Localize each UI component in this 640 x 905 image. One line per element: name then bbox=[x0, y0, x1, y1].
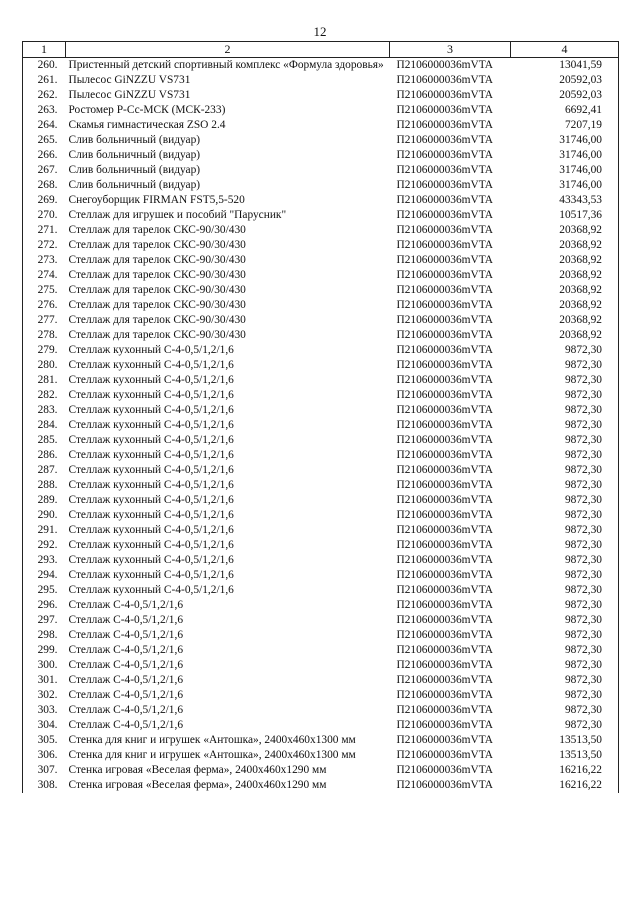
item-price: 9872,30 bbox=[511, 643, 619, 658]
item-name: Стеллаж С-4-0,5/1,2/1,6 bbox=[68, 704, 184, 716]
item-price: 9872,30 bbox=[511, 688, 619, 703]
item-code: П2106000036mVTA bbox=[396, 434, 494, 446]
row-number: 271. bbox=[23, 223, 66, 238]
item-name: Стеллаж кухонный С-4-0,5/1,2/1,6 bbox=[68, 374, 234, 386]
item-price: 31746,00 bbox=[511, 133, 619, 148]
item-name: Стеллаж кухонный С-4-0,5/1,2/1,6 bbox=[68, 434, 234, 446]
item-code: П2106000036mVTA bbox=[396, 329, 494, 341]
table-row bbox=[23, 148, 619, 163]
item-name: Стеллаж для тарелок СКС-90/30/430 bbox=[68, 269, 246, 281]
item-code: П2106000036mVTA bbox=[396, 749, 494, 761]
row-number: 295. bbox=[23, 583, 66, 598]
item-price: 31746,00 bbox=[511, 148, 619, 163]
item-name: Стенка для книг и игрушек «Антошка», 2400х460х1300 мм bbox=[68, 734, 356, 746]
item-code: П2106000036mVTA bbox=[396, 314, 494, 326]
item-name: Стеллаж для тарелок СКС-90/30/430 bbox=[68, 239, 246, 251]
item-name: Стеллаж кухонный С-4-0,5/1,2/1,6 bbox=[68, 479, 234, 491]
item-price: 9872,30 bbox=[511, 523, 619, 538]
item-name: Стеллаж для тарелок СКС-90/30/430 bbox=[68, 224, 246, 236]
item-price: 31746,00 bbox=[511, 178, 619, 193]
table-row bbox=[23, 733, 619, 748]
item-price: 9872,30 bbox=[511, 538, 619, 553]
row-number: 272. bbox=[23, 238, 66, 253]
item-price: 9872,30 bbox=[511, 703, 619, 718]
row-number: 283. bbox=[23, 403, 66, 418]
row-number: 282. bbox=[23, 388, 66, 403]
item-name: Стеллаж кухонный С-4-0,5/1,2/1,6 bbox=[68, 554, 234, 566]
row-number: 266. bbox=[23, 148, 66, 163]
item-code: П2106000036mVTA bbox=[396, 779, 494, 791]
item-name: Стеллаж кухонный С-4-0,5/1,2/1,6 bbox=[68, 464, 234, 476]
row-number: 298. bbox=[23, 628, 66, 643]
item-name: Стеллаж для тарелок СКС-90/30/430 bbox=[68, 329, 246, 341]
table-row bbox=[23, 298, 619, 313]
item-name: Стеллаж кухонный С-4-0,5/1,2/1,6 bbox=[68, 449, 234, 461]
row-number: 300. bbox=[23, 658, 66, 673]
row-number: 291. bbox=[23, 523, 66, 538]
item-name: Стеллаж для тарелок СКС-90/30/430 bbox=[68, 314, 246, 326]
item-price: 20592,03 bbox=[511, 88, 619, 103]
item-price: 7207,19 bbox=[511, 118, 619, 133]
table-row bbox=[23, 718, 619, 733]
item-code: П2106000036mVTA bbox=[396, 299, 494, 311]
item-price: 10517,36 bbox=[511, 208, 619, 223]
item-name: Стеллаж кухонный С-4-0,5/1,2/1,6 bbox=[68, 569, 234, 581]
table-row bbox=[23, 598, 619, 613]
item-price: 9872,30 bbox=[511, 718, 619, 733]
item-name: Снегоуборщик FIRMAN FST5,5-520 bbox=[68, 194, 245, 206]
item-price: 16216,22 bbox=[511, 763, 619, 778]
table-row bbox=[23, 568, 619, 583]
row-number: 261. bbox=[23, 73, 66, 88]
item-name: Стеллаж для тарелок СКС-90/30/430 bbox=[68, 254, 246, 266]
item-price: 20592,03 bbox=[511, 73, 619, 88]
item-name: Стеллаж С-4-0,5/1,2/1,6 bbox=[68, 659, 184, 671]
table-row bbox=[23, 88, 619, 103]
row-number: 265. bbox=[23, 133, 66, 148]
item-code: П2106000036mVTA bbox=[396, 494, 494, 506]
item-name: Скамья гимнастическая ZSO 2.4 bbox=[68, 119, 226, 131]
item-code: П2106000036mVTA bbox=[396, 209, 494, 221]
table-row bbox=[23, 433, 619, 448]
row-number: 293. bbox=[23, 553, 66, 568]
item-name: Стеллаж для тарелок СКС-90/30/430 bbox=[68, 299, 246, 311]
table-row bbox=[23, 403, 619, 418]
item-code: П2106000036mVTA bbox=[396, 59, 494, 71]
item-code: П2106000036mVTA bbox=[396, 539, 494, 551]
item-name: Стеллаж кухонный С-4-0,5/1,2/1,6 bbox=[68, 344, 234, 356]
table-row bbox=[23, 478, 619, 493]
row-number: 292. bbox=[23, 538, 66, 553]
row-number: 279. bbox=[23, 343, 66, 358]
table-row bbox=[23, 58, 619, 74]
row-number: 262. bbox=[23, 88, 66, 103]
row-number: 294. bbox=[23, 568, 66, 583]
table-row bbox=[23, 343, 619, 358]
item-name: Стеллаж С-4-0,5/1,2/1,6 bbox=[68, 674, 184, 686]
item-price: 20368,92 bbox=[511, 298, 619, 313]
item-price: 9872,30 bbox=[511, 508, 619, 523]
row-number: 302. bbox=[23, 688, 66, 703]
table-row bbox=[23, 778, 619, 793]
item-price: 9872,30 bbox=[511, 568, 619, 583]
item-name: Пылесос GiNZZU VS731 bbox=[68, 89, 191, 101]
row-number: 273. bbox=[23, 253, 66, 268]
item-code: П2106000036mVTA bbox=[396, 284, 494, 296]
item-code: П2106000036mVTA bbox=[396, 509, 494, 521]
item-price: 13513,50 bbox=[511, 733, 619, 748]
item-name: Пылесос GiNZZU VS731 bbox=[68, 74, 191, 86]
inventory-table bbox=[22, 41, 619, 793]
row-number: 270. bbox=[23, 208, 66, 223]
row-number: 308. bbox=[23, 778, 66, 793]
item-price: 9872,30 bbox=[511, 628, 619, 643]
item-price: 9872,30 bbox=[511, 598, 619, 613]
item-price: 16216,22 bbox=[511, 778, 619, 793]
table-row bbox=[23, 313, 619, 328]
table-row bbox=[23, 748, 619, 763]
item-price: 9872,30 bbox=[511, 658, 619, 673]
item-code: П2106000036mVTA bbox=[396, 689, 494, 701]
item-code: П2106000036mVTA bbox=[396, 599, 494, 611]
table-row bbox=[23, 448, 619, 463]
table-row bbox=[23, 688, 619, 703]
table-row bbox=[23, 133, 619, 148]
item-name: Пристенный детский спортивный комплекс «Формула здоровья» bbox=[68, 59, 384, 71]
item-name: Стеллаж для тарелок СКС-90/30/430 bbox=[68, 284, 246, 296]
item-code: П2106000036mVTA bbox=[396, 569, 494, 581]
table-row bbox=[23, 538, 619, 553]
table-row bbox=[23, 613, 619, 628]
row-number: 296. bbox=[23, 598, 66, 613]
row-number: 274. bbox=[23, 268, 66, 283]
item-code: П2106000036mVTA bbox=[396, 404, 494, 416]
item-code: П2106000036mVTA bbox=[396, 644, 494, 656]
row-number: 285. bbox=[23, 433, 66, 448]
row-number: 307. bbox=[23, 763, 66, 778]
row-number: 289. bbox=[23, 493, 66, 508]
item-code: П2106000036mVTA bbox=[396, 629, 494, 641]
row-number: 306. bbox=[23, 748, 66, 763]
item-name: Стеллаж кухонный С-4-0,5/1,2/1,6 bbox=[68, 389, 234, 401]
row-number: 297. bbox=[23, 613, 66, 628]
item-code: П2106000036mVTA bbox=[396, 104, 494, 116]
table-row bbox=[23, 73, 619, 88]
item-name: Стеллаж С-4-0,5/1,2/1,6 bbox=[68, 599, 184, 611]
item-code: П2106000036mVTA bbox=[396, 464, 494, 476]
table-row bbox=[23, 328, 619, 343]
item-price: 9872,30 bbox=[511, 673, 619, 688]
item-code: П2106000036mVTA bbox=[396, 164, 494, 176]
table-row bbox=[23, 193, 619, 208]
item-code: П2106000036mVTA bbox=[396, 764, 494, 776]
item-code: П2106000036mVTA bbox=[396, 554, 494, 566]
item-price: 20368,92 bbox=[511, 283, 619, 298]
item-price: 9872,30 bbox=[511, 343, 619, 358]
item-name: Стеллаж С-4-0,5/1,2/1,6 bbox=[68, 644, 184, 656]
item-price: 9872,30 bbox=[511, 373, 619, 388]
item-price: 9872,30 bbox=[511, 448, 619, 463]
table-row bbox=[23, 223, 619, 238]
item-price: 9872,30 bbox=[511, 493, 619, 508]
table-row bbox=[23, 493, 619, 508]
table-row bbox=[23, 358, 619, 373]
header-col-3: 3 bbox=[390, 42, 511, 58]
table-row bbox=[23, 523, 619, 538]
row-number: 263. bbox=[23, 103, 66, 118]
item-code: П2106000036mVTA bbox=[396, 584, 494, 596]
row-number: 276. bbox=[23, 298, 66, 313]
item-name: Слив больничный (видуар) bbox=[68, 164, 201, 176]
row-number: 301. bbox=[23, 673, 66, 688]
item-price: 9872,30 bbox=[511, 388, 619, 403]
table-row bbox=[23, 103, 619, 118]
header-col-2: 2 bbox=[66, 42, 390, 58]
item-code: П2106000036mVTA bbox=[396, 374, 494, 386]
item-price: 20368,92 bbox=[511, 253, 619, 268]
row-number: 278. bbox=[23, 328, 66, 343]
item-code: П2106000036mVTA bbox=[396, 704, 494, 716]
item-code: П2106000036mVTA bbox=[396, 239, 494, 251]
item-name: Стенка для книг и игрушек «Антошка», 2400х460х1300 мм bbox=[68, 749, 356, 761]
table-row bbox=[23, 268, 619, 283]
item-code: П2106000036mVTA bbox=[396, 119, 494, 131]
table-body bbox=[23, 58, 619, 794]
item-name: Стеллаж С-4-0,5/1,2/1,6 bbox=[68, 689, 184, 701]
item-name: Слив больничный (видуар) bbox=[68, 179, 201, 191]
row-number: 260. bbox=[23, 58, 66, 74]
table-row bbox=[23, 703, 619, 718]
table-header bbox=[23, 42, 619, 58]
row-number: 290. bbox=[23, 508, 66, 523]
item-code: П2106000036mVTA bbox=[396, 194, 494, 206]
row-number: 304. bbox=[23, 718, 66, 733]
item-price: 9872,30 bbox=[511, 478, 619, 493]
item-code: П2106000036mVTA bbox=[396, 149, 494, 161]
item-name: Стеллаж С-4-0,5/1,2/1,6 bbox=[68, 629, 184, 641]
row-number: 299. bbox=[23, 643, 66, 658]
row-number: 286. bbox=[23, 448, 66, 463]
row-number: 267. bbox=[23, 163, 66, 178]
item-name: Стеллаж кухонный С-4-0,5/1,2/1,6 bbox=[68, 539, 234, 551]
row-number: 305. bbox=[23, 733, 66, 748]
table-row bbox=[23, 163, 619, 178]
item-code: П2106000036mVTA bbox=[396, 359, 494, 371]
item-code: П2106000036mVTA bbox=[396, 419, 494, 431]
item-code: П2106000036mVTA bbox=[396, 734, 494, 746]
table-row bbox=[23, 553, 619, 568]
item-name: Стеллаж для игрушек и пособий "Парусник" bbox=[68, 209, 287, 221]
item-code: П2106000036mVTA bbox=[396, 254, 494, 266]
item-price: 9872,30 bbox=[511, 553, 619, 568]
item-name: Стеллаж С-4-0,5/1,2/1,6 bbox=[68, 614, 184, 626]
item-name: Стеллаж кухонный С-4-0,5/1,2/1,6 bbox=[68, 359, 234, 371]
item-name: Стенка игровая «Веселая ферма», 2400х460х1290 мм bbox=[68, 779, 327, 791]
row-number: 275. bbox=[23, 283, 66, 298]
item-code: П2106000036mVTA bbox=[396, 719, 494, 731]
table-row bbox=[23, 388, 619, 403]
item-price: 9872,30 bbox=[511, 403, 619, 418]
table-row bbox=[23, 283, 619, 298]
item-code: П2106000036mVTA bbox=[396, 179, 494, 191]
item-code: П2106000036mVTA bbox=[396, 224, 494, 236]
item-code: П2106000036mVTA bbox=[396, 89, 494, 101]
item-price: 9872,30 bbox=[511, 463, 619, 478]
item-price: 13041,59 bbox=[511, 58, 619, 74]
item-price: 20368,92 bbox=[511, 313, 619, 328]
item-code: П2106000036mVTA bbox=[396, 659, 494, 671]
table-row bbox=[23, 763, 619, 778]
row-number: 281. bbox=[23, 373, 66, 388]
row-number: 264. bbox=[23, 118, 66, 133]
item-name: Стеллаж кухонный С-4-0,5/1,2/1,6 bbox=[68, 524, 234, 536]
row-number: 303. bbox=[23, 703, 66, 718]
item-price: 20368,92 bbox=[511, 223, 619, 238]
item-name: Стеллаж кухонный С-4-0,5/1,2/1,6 bbox=[68, 404, 234, 416]
table-row bbox=[23, 208, 619, 223]
item-code: П2106000036mVTA bbox=[396, 269, 494, 281]
page-number: 12 bbox=[313, 24, 327, 39]
item-price: 43343,53 bbox=[511, 193, 619, 208]
row-number: 268. bbox=[23, 178, 66, 193]
table-row bbox=[23, 643, 619, 658]
table-row bbox=[23, 253, 619, 268]
item-code: П2106000036mVTA bbox=[396, 449, 494, 461]
table-row bbox=[23, 508, 619, 523]
table-row bbox=[23, 628, 619, 643]
item-price: 20368,92 bbox=[511, 268, 619, 283]
table-row bbox=[23, 658, 619, 673]
table-row bbox=[23, 463, 619, 478]
item-code: П2106000036mVTA bbox=[396, 614, 494, 626]
table-row bbox=[23, 178, 619, 193]
item-code: П2106000036mVTA bbox=[396, 524, 494, 536]
item-name: Слив больничный (видуар) bbox=[68, 134, 201, 146]
row-number: 287. bbox=[23, 463, 66, 478]
item-code: П2106000036mVTA bbox=[396, 134, 494, 146]
item-price: 9872,30 bbox=[511, 358, 619, 373]
item-price: 9872,30 bbox=[511, 583, 619, 598]
item-code: П2106000036mVTA bbox=[396, 389, 494, 401]
header-col-1: 1 bbox=[23, 42, 66, 58]
table-row bbox=[23, 673, 619, 688]
item-name: Слив больничный (видуар) bbox=[68, 149, 201, 161]
item-name: Стеллаж С-4-0,5/1,2/1,6 bbox=[68, 719, 184, 731]
item-name: Стеллаж кухонный С-4-0,5/1,2/1,6 bbox=[68, 419, 234, 431]
item-price: 9872,30 bbox=[511, 433, 619, 448]
row-number: 269. bbox=[23, 193, 66, 208]
table-row bbox=[23, 118, 619, 133]
item-price: 20368,92 bbox=[511, 328, 619, 343]
row-number: 284. bbox=[23, 418, 66, 433]
item-price: 31746,00 bbox=[511, 163, 619, 178]
table-row bbox=[23, 373, 619, 388]
item-code: П2106000036mVTA bbox=[396, 479, 494, 491]
item-name: Стенка игровая «Веселая ферма», 2400х460х1290 мм bbox=[68, 764, 327, 776]
item-name: Ростомер Р-Сс-МСК (МСК-233) bbox=[68, 104, 226, 116]
item-code: П2106000036mVTA bbox=[396, 344, 494, 356]
item-price: 9872,30 bbox=[511, 613, 619, 628]
item-name: Стеллаж кухонный С-4-0,5/1,2/1,6 bbox=[68, 584, 234, 596]
item-price: 13513,50 bbox=[511, 748, 619, 763]
item-price: 9872,30 bbox=[511, 418, 619, 433]
item-price: 20368,92 bbox=[511, 238, 619, 253]
item-price: 6692,41 bbox=[511, 103, 619, 118]
item-name: Стеллаж кухонный С-4-0,5/1,2/1,6 bbox=[68, 509, 234, 521]
item-code: П2106000036mVTA bbox=[396, 74, 494, 86]
header-col-4: 4 bbox=[511, 42, 619, 58]
row-number: 277. bbox=[23, 313, 66, 328]
table-row bbox=[23, 238, 619, 253]
item-name: Стеллаж кухонный С-4-0,5/1,2/1,6 bbox=[68, 494, 234, 506]
row-number: 280. bbox=[23, 358, 66, 373]
table-row bbox=[23, 418, 619, 433]
row-number: 288. bbox=[23, 478, 66, 493]
table-row bbox=[23, 583, 619, 598]
item-code: П2106000036mVTA bbox=[396, 674, 494, 686]
